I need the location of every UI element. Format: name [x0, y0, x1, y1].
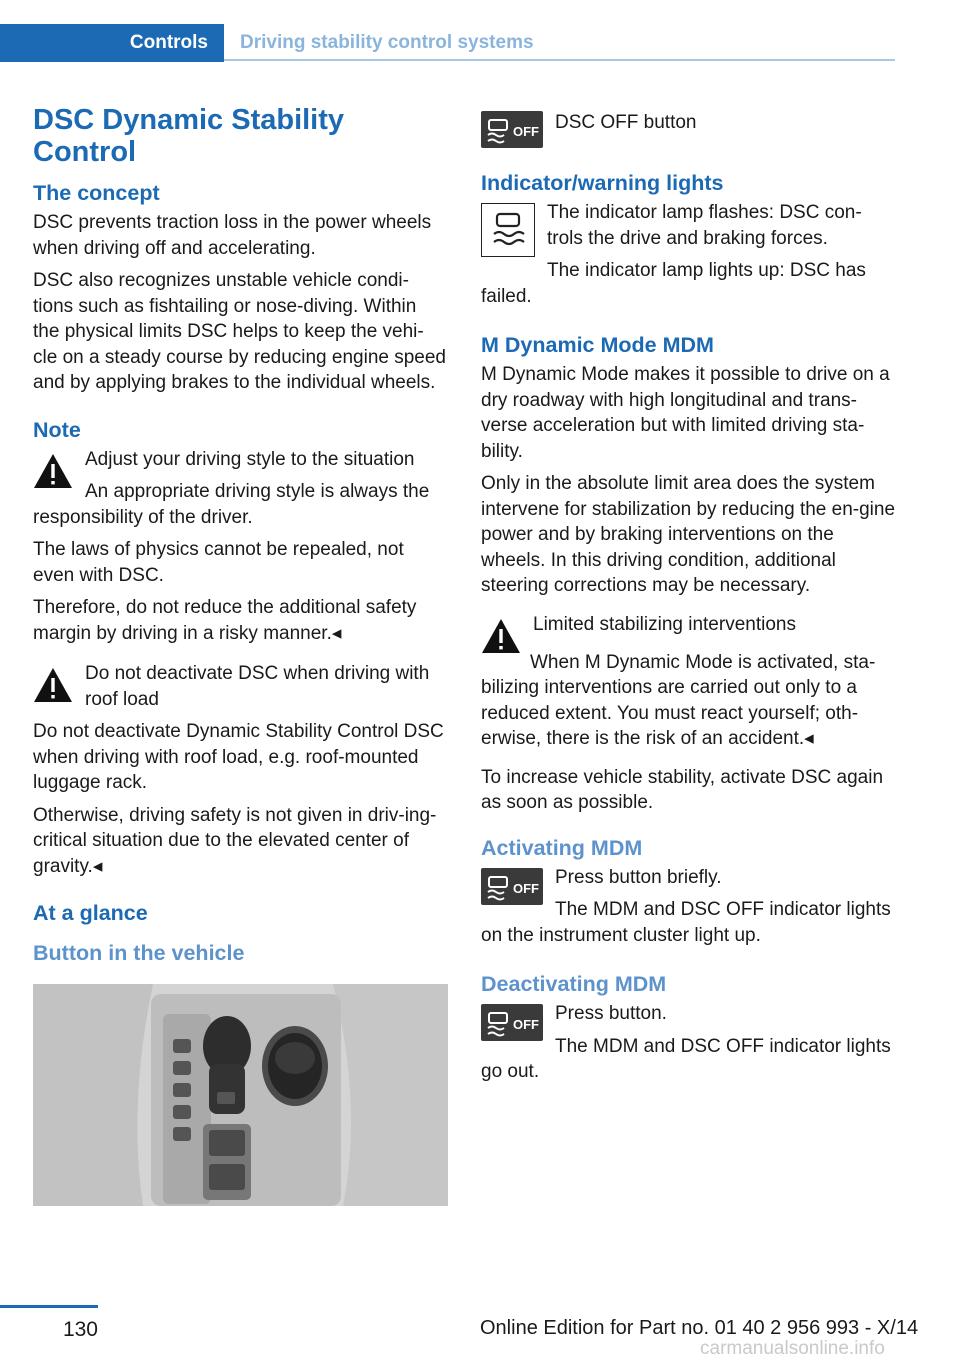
warning-title: Limited stabilizing interventions	[533, 613, 796, 635]
page-title: DSC Dynamic Stability Control	[33, 104, 345, 168]
dsc-off-button-row	[481, 108, 896, 152]
footer-rule	[0, 1305, 98, 1308]
warning-text: An appropriate driving style is always the responsibility of the driver.	[33, 481, 430, 528]
indicator-text: The indicator lamp lights up: DSC has failed.	[481, 260, 866, 307]
button-in-vehicle-heading: Button in the vehicle	[33, 941, 245, 965]
edition-label: Online Edition for Part no. 01 40 2 956 993 - X/14	[480, 1317, 919, 1339]
dsc-off-button-icon	[481, 868, 543, 905]
header-rule	[224, 59, 895, 61]
mdm-paragraph: M Dynamic Mode makes it possible to drive on a dry roadway with high longitudinal and trans‐verse acceleration but with limited driving sta‐bility.	[481, 364, 890, 462]
warning-text: Do not deactivate Dynamic Stability Control DSC when driving with roof load, e.g. roof-mounted luggage rack.	[33, 721, 444, 793]
warning-text: Therefore, do not reduce the additional safety margin by driving in a risky manner.◂	[33, 597, 417, 644]
header-subsection-label: Driving stability control systems	[240, 32, 534, 53]
mdm-paragraph: Only in the absolute limit area does the system intervene for stabilization by reducing the en‐gine power and by braking interventions on the wheels. In this driving condition, additional steering corrections may be necessary.	[481, 473, 896, 596]
warning-triangle-icon	[481, 618, 521, 654]
note-heading: Note	[33, 417, 81, 442]
indicator-heading: Indicator/warning lights	[481, 171, 724, 195]
activating-row	[481, 865, 896, 956]
concept-paragraph-1: DSC prevents traction loss in the power wheels when driving off and accelerating.	[33, 212, 432, 259]
warning-title: Adjust your driving style to the situation	[85, 448, 415, 470]
mdm-paragraph: To increase vehicle stability, activate DSC again as soon as possible.	[481, 766, 884, 813]
deactivating-mdm-heading: Deactivating MDM	[481, 972, 667, 996]
warning-text: When M Dynamic Mode is activated, sta‐bilizing interventions are carried out only to a reduced extent. You must react yourself; oth‐erwise, there is the risk of an accident.◂	[481, 651, 876, 749]
off-text: OFF	[513, 124, 539, 139]
deactivating-text: The MDM and DSC OFF indicator lights go out.	[481, 1035, 891, 1082]
glance-heading: At a glance	[33, 901, 148, 925]
dsc-off-button-label: DSC OFF button	[555, 112, 697, 133]
activating-text: The MDM and DSC OFF indicator lights on the instrument cluster light up.	[481, 899, 891, 946]
concept-heading: The concept	[33, 181, 160, 205]
concept-paragraph-2: DSC also recognizes unstable vehicle condi‐tions such as fishtailing or nose-diving. Within the physical limits DSC helps to keep the vehi‐cle on a steady course by reducing engine speed and by applying brakes to the individual wheels.	[33, 270, 446, 393]
off-text: OFF	[513, 880, 539, 896]
warning-title: Do not deactivate DSC when driving with roof load	[85, 663, 430, 710]
off-text: OFF	[513, 1017, 539, 1032]
right-column	[481, 100, 896, 1092]
warning-text: Otherwise, driving safety is not given in driv‐ing-critical situation due to the elevated center of gravity.◂	[33, 804, 437, 877]
warning-block-limited-stabilizing	[481, 612, 896, 658]
deactivating-text: Press button.	[555, 1003, 667, 1024]
page-header	[0, 24, 895, 62]
header-section-label: Controls	[129, 32, 208, 53]
dsc-off-button-icon	[481, 111, 543, 148]
warning-text: The laws of physics cannot be repealed, not even with DSC.	[33, 539, 404, 586]
activating-text: Press button briefly.	[555, 866, 722, 888]
indicator-lamp-row	[481, 200, 896, 316]
indicator-text: The indicator lamp flashes: DSC con‐trols the drive and braking forces.	[547, 202, 862, 249]
warning-triangle-icon	[33, 667, 73, 703]
warning-block-roof-load	[33, 661, 448, 719]
deactivating-row	[481, 1001, 896, 1092]
mdm-heading: M Dynamic Mode MDM	[481, 333, 714, 357]
dsc-indicator-lamp-icon	[481, 203, 535, 257]
center-console-photo	[33, 984, 448, 1206]
watermark: carmanualsonline.info	[700, 1338, 885, 1359]
warning-triangle-icon	[33, 453, 73, 489]
left-column	[33, 100, 448, 1211]
page-number: 130	[62, 1318, 98, 1341]
activating-mdm-heading: Activating MDM	[481, 835, 643, 860]
dsc-off-button-icon	[481, 1004, 543, 1041]
warning-block-driving-style	[33, 447, 448, 538]
